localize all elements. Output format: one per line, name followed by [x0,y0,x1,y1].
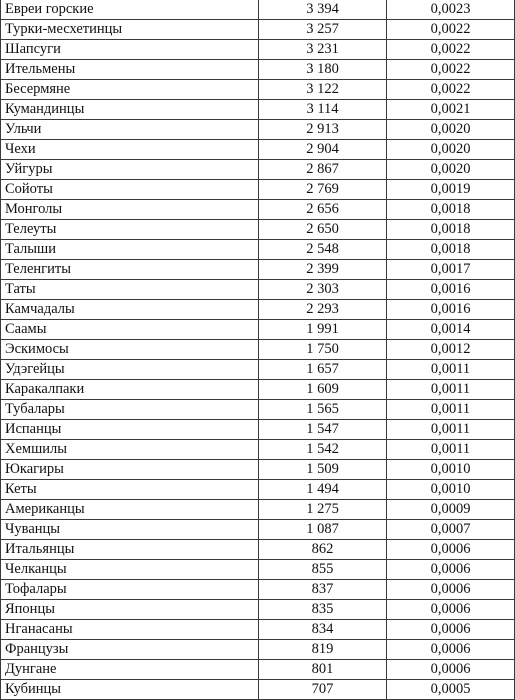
table-row [1,80,515,100]
ethnic-group-name-cell: Ульчи [1,120,259,140]
ethnic-group-name-cell: Сойоты [1,180,259,200]
population-count-cell: 819 [259,640,387,660]
population-count-cell: 2 399 [259,260,387,280]
ethnic-group-name-cell: Талыши [1,240,259,260]
table-body [1,0,515,700]
population-share-cell: 0,0010 [387,460,515,480]
table-row [1,180,515,200]
table-row [1,500,515,520]
ethnic-group-name-cell: Таты [1,280,259,300]
population-count-cell: 3 114 [259,100,387,120]
table-row [1,420,515,440]
table-row [1,360,515,380]
ethnic-group-name-cell: Челканцы [1,560,259,580]
ethnic-group-name-cell: Дунгане [1,660,259,680]
population-share-cell: 0,0022 [387,80,515,100]
population-count-cell: 3 122 [259,80,387,100]
table-row [1,40,515,60]
table-row [1,260,515,280]
population-count-cell: 1 609 [259,380,387,400]
population-share-cell: 0,0011 [387,420,515,440]
population-share-cell: 0,0020 [387,120,515,140]
ethnic-group-name-cell: Кумандинцы [1,100,259,120]
table-row [1,460,515,480]
table-row [1,560,515,580]
table-row [1,400,515,420]
ethnic-group-name-cell: Хемшилы [1,440,259,460]
ethnic-group-name-cell: Шапсуги [1,40,259,60]
table-row [1,660,515,680]
table-row [1,120,515,140]
ethnic-group-name-cell: Чуванцы [1,520,259,540]
population-count-cell: 707 [259,680,387,700]
ethnic-group-name-cell: Французы [1,640,259,660]
population-share-cell: 0,0018 [387,220,515,240]
ethnic-group-name-cell: Евреи горские [1,0,259,20]
population-count-cell: 1 542 [259,440,387,460]
ethnic-group-name-cell: Саамы [1,320,259,340]
ethnic-group-name-cell: Каракалпаки [1,380,259,400]
ethnic-group-name-cell: Юкагиры [1,460,259,480]
population-share-cell: 0,0006 [387,540,515,560]
population-count-cell: 2 293 [259,300,387,320]
table-row [1,60,515,80]
population-share-cell: 0,0011 [387,380,515,400]
population-share-cell: 0,0006 [387,660,515,680]
population-count-cell: 801 [259,660,387,680]
ethnic-group-name-cell: Тофалары [1,580,259,600]
table-row [1,340,515,360]
population-share-cell: 0,0023 [387,0,515,20]
table-row [1,300,515,320]
population-count-cell: 3 180 [259,60,387,80]
ethnic-group-name-cell: Камчадалы [1,300,259,320]
table-row [1,520,515,540]
population-count-cell: 862 [259,540,387,560]
ethnic-group-name-cell: Испанцы [1,420,259,440]
population-count-cell: 3 231 [259,40,387,60]
population-share-cell: 0,0019 [387,180,515,200]
population-count-cell: 2 303 [259,280,387,300]
ethnic-group-name-cell: Нганасаны [1,620,259,640]
population-count-cell: 834 [259,620,387,640]
population-count-cell: 837 [259,580,387,600]
population-share-cell: 0,0018 [387,200,515,220]
ethnic-group-name-cell: Кеты [1,480,259,500]
ethnic-group-name-cell: Чехи [1,140,259,160]
table-row [1,600,515,620]
population-share-cell: 0,0005 [387,680,515,700]
ethnic-group-name-cell: Итальянцы [1,540,259,560]
population-count-cell: 835 [259,600,387,620]
population-share-cell: 0,0011 [387,440,515,460]
ethnic-group-name-cell: Монголы [1,200,259,220]
population-share-cell: 0,0018 [387,240,515,260]
ethnic-group-name-cell: Японцы [1,600,259,620]
ethnic-group-name-cell: Удэгейцы [1,360,259,380]
table-row [1,200,515,220]
population-count-cell: 1 509 [259,460,387,480]
ethnic-group-name-cell: Американцы [1,500,259,520]
table-row [1,620,515,640]
ethnic-group-name-cell: Бесермяне [1,80,259,100]
population-count-cell: 3 394 [259,0,387,20]
population-share-cell: 0,0022 [387,20,515,40]
population-count-cell: 1 275 [259,500,387,520]
table-row [1,380,515,400]
ethnic-group-name-cell: Ительмены [1,60,259,80]
population-count-cell: 855 [259,560,387,580]
table-row [1,20,515,40]
table-row [1,280,515,300]
population-share-cell: 0,0014 [387,320,515,340]
population-share-cell: 0,0016 [387,280,515,300]
table-row [1,580,515,600]
table-row [1,320,515,340]
population-count-cell: 1 547 [259,420,387,440]
population-share-cell: 0,0011 [387,360,515,380]
table-row [1,140,515,160]
population-share-cell: 0,0006 [387,620,515,640]
population-share-cell: 0,0011 [387,400,515,420]
population-share-cell: 0,0006 [387,640,515,660]
population-count-cell: 2 867 [259,160,387,180]
population-share-cell: 0,0006 [387,580,515,600]
population-count-cell: 3 257 [259,20,387,40]
population-count-cell: 2 769 [259,180,387,200]
population-count-cell: 2 656 [259,200,387,220]
table-row [1,680,515,700]
ethnic-group-name-cell: Турки-месхетинцы [1,20,259,40]
population-share-cell: 0,0020 [387,140,515,160]
population-count-cell: 2 904 [259,140,387,160]
table-row [1,0,515,20]
population-share-cell: 0,0022 [387,40,515,60]
table-row [1,540,515,560]
table-row [1,640,515,660]
population-share-cell: 0,0009 [387,500,515,520]
population-share-cell: 0,0006 [387,600,515,620]
table-row [1,240,515,260]
population-share-cell: 0,0007 [387,520,515,540]
population-count-cell: 2 650 [259,220,387,240]
table-row [1,100,515,120]
ethnic-group-name-cell: Теленгиты [1,260,259,280]
table-row [1,160,515,180]
population-count-cell: 1 087 [259,520,387,540]
population-count-cell: 1 750 [259,340,387,360]
population-count-cell: 1 657 [259,360,387,380]
ethnic-group-name-cell: Телеуты [1,220,259,240]
ethnic-group-name-cell: Кубинцы [1,680,259,700]
population-share-cell: 0,0012 [387,340,515,360]
ethnic-group-name-cell: Уйгуры [1,160,259,180]
population-share-cell: 0,0021 [387,100,515,120]
table-row [1,440,515,460]
population-share-cell: 0,0017 [387,260,515,280]
population-count-cell: 1 991 [259,320,387,340]
table-row [1,480,515,500]
population-share-cell: 0,0016 [387,300,515,320]
ethnic-group-name-cell: Тубалары [1,400,259,420]
population-count-cell: 2 913 [259,120,387,140]
population-count-cell: 1 565 [259,400,387,420]
ethnic-group-name-cell: Эскимосы [1,340,259,360]
population-count-cell: 2 548 [259,240,387,260]
population-count-cell: 1 494 [259,480,387,500]
population-share-cell: 0,0006 [387,560,515,580]
table-row [1,220,515,240]
population-share-cell: 0,0010 [387,480,515,500]
population-share-cell: 0,0022 [387,60,515,80]
population-share-cell: 0,0020 [387,160,515,180]
